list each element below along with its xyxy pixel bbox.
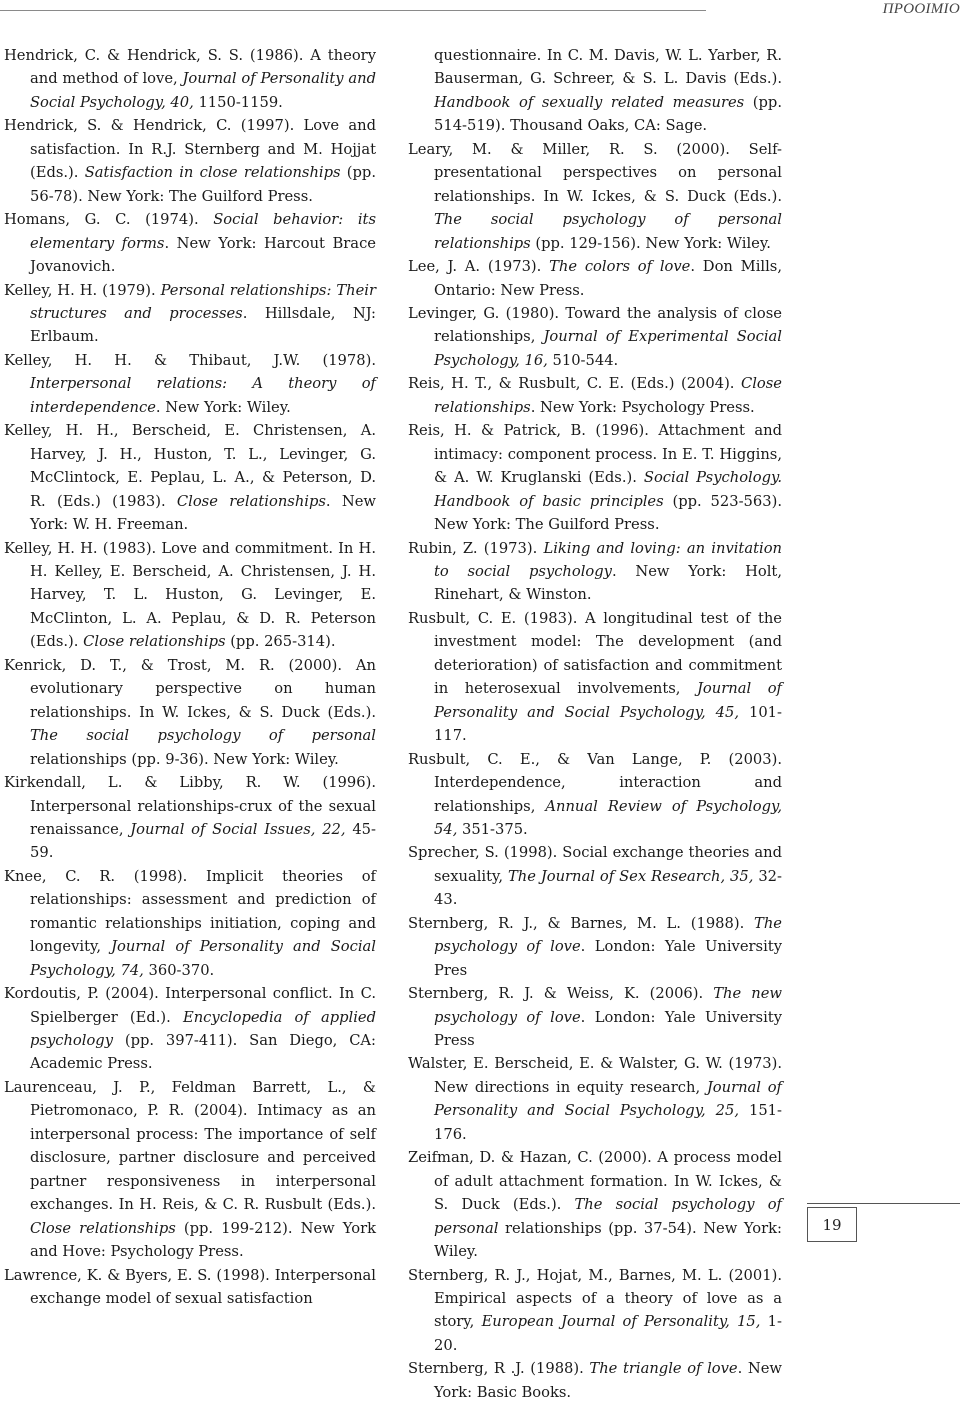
reference-entry bbox=[4, 114, 376, 208]
reference-italic-text: Journal of Social Issues, 22, bbox=[130, 820, 346, 838]
reference-text: Kelley, H. H. & Thibaut, J.W. (1978). bbox=[4, 351, 376, 369]
reference-text: 360-370. bbox=[143, 961, 215, 979]
reference-text: Lee, J. A. (1973). bbox=[408, 258, 550, 276]
reference-italic-text: Journal of Personality and Social Psychology, 45, bbox=[434, 680, 782, 721]
reference-italic-text: Close relationships bbox=[30, 1219, 176, 1237]
reference-italic-text: Annual Review of Psychology, 54, bbox=[434, 797, 783, 838]
reference-italic-text: Close relationships bbox=[434, 375, 782, 416]
reference-entry bbox=[408, 1052, 782, 1146]
reference-text: . New York: Basic Books. bbox=[434, 1360, 782, 1401]
reference-text: Homans, G. C. (1974). bbox=[4, 211, 214, 229]
reference-entry bbox=[4, 982, 376, 1076]
reference-entry bbox=[4, 654, 376, 771]
reference-text: relationships (pp. 37-54). New York: Wiley. bbox=[434, 1219, 782, 1261]
reference-entry bbox=[4, 419, 376, 536]
reference-text: Sternberg, R. J., & Barnes, M. L. (1988). bbox=[408, 914, 755, 932]
reference-italic-text: Personal relationships: Their structures and processes bbox=[30, 281, 376, 322]
reference-text: Laurenceau, J. P., Feldman Barrett, L., & Pietromonaco, P. R. (2004). Intimacy as an interpersonal process: The importance of self disclosure, partner disclosure and perceived partner responsiveness in interpersonal exchanges. In H. Reis, & C. R. Rusbult (Eds.). bbox=[4, 1078, 376, 1214]
reference-italic-text: Satisfaction in close relationships bbox=[84, 164, 341, 182]
reference-text: Kelley, H. H. (1983). Love and commitment. In H. H. Kelley, E. Berscheid, A. Christensen, J. H. Harvey, T. L. Huston, G. Levinger, E. McClinton, L. A. Peplau, & D. R. Peterson (Eds.). bbox=[4, 539, 376, 651]
reference-text: Hendrick, S. & Hendrick, C. (1997). Love and satisfaction. In R.J. Sternberg and M. Hojjat (Eds.). bbox=[4, 117, 376, 182]
reference-text: 45-59. bbox=[30, 820, 376, 862]
reference-text: 32-43. bbox=[434, 867, 782, 909]
reference-text: (pp. 199-212). New York and Hove: Psychology Press. bbox=[30, 1219, 376, 1261]
reference-text: 510-544. bbox=[547, 351, 619, 369]
reference-entry bbox=[4, 537, 376, 654]
reference-text: Levinger, G. (1980). Toward the analysis of close relationships, bbox=[408, 304, 782, 346]
reference-italic-text: Journal of Personality and Social Psychology, 40, bbox=[30, 70, 376, 111]
reference-text: Walster, E. Berscheid, E. & Walster, G. W. (1973). New directions in equity research, bbox=[408, 1055, 782, 1096]
reference-entry bbox=[4, 44, 376, 114]
reference-text: (pp. 523-563). New York: The Guilford Press. bbox=[434, 492, 782, 534]
reference-text: 1150-1159. bbox=[193, 93, 283, 111]
reference-entry bbox=[4, 1076, 376, 1264]
reference-text: . Don Mills, Ontario: New Press. bbox=[434, 258, 782, 299]
reference-entry bbox=[408, 138, 782, 255]
reference-text: Leary, M. & Miller, R. S. (2000). Self-presentational perspectives on personal relationships. In W. Ickes, & S. Duck (Eds.). bbox=[408, 140, 782, 205]
reference-italic-text: Journal of Personality and Social Psychology, 74, bbox=[30, 938, 376, 979]
reference-text: Zeifman, D. & Hazan, C. (2000). A process model of adult attachment formation. In W. Ickes, & S. Duck (Eds.). bbox=[408, 1149, 782, 1214]
reference-italic-text: The social psychology of personal bbox=[434, 1196, 782, 1237]
reference-text: Hendrick, C. & Hendrick, S. S. (1986). A theory and method of love, bbox=[4, 47, 376, 88]
reference-entry bbox=[4, 349, 376, 419]
reference-text: Rubin, Z. (1973). bbox=[408, 539, 544, 557]
reference-entry bbox=[408, 1146, 782, 1263]
reference-text: . New York: Psychology Press. bbox=[530, 398, 755, 416]
reference-entry bbox=[408, 607, 782, 748]
reference-text: (pp. 265-314). bbox=[225, 633, 336, 651]
reference-italic-text: Social behavior: its elementary forms bbox=[30, 211, 376, 252]
references-left-column bbox=[4, 44, 376, 1310]
reference-text: Knee, C. R. (1998). Implicit theories of relationships: assessment and prediction of romantic relationships initiation, coping and longevity, bbox=[4, 867, 376, 956]
reference-italic-text: Close relationships bbox=[83, 633, 226, 651]
reference-italic-text: The Journal of Sex Research, 35, bbox=[507, 867, 754, 885]
reference-entry bbox=[408, 841, 782, 911]
reference-italic-text: The new psychology of love bbox=[434, 985, 782, 1026]
reference-entry bbox=[408, 255, 782, 302]
reference-italic-text: Liking and loving: an invitation to social psychology bbox=[434, 539, 782, 580]
reference-text: 151-176. bbox=[434, 1102, 782, 1143]
reference-text: 351-375. bbox=[457, 820, 528, 838]
reference-text: (pp. 514-519). Thousand Oaks, CA: Sage. bbox=[434, 93, 782, 135]
reference-text: 1-20. bbox=[434, 1313, 782, 1354]
reference-italic-text: The social psychology of personal relationships bbox=[434, 211, 782, 252]
reference-entry bbox=[4, 771, 376, 865]
reference-text: 101-117. bbox=[434, 703, 782, 745]
reference-text: Sternberg, R. J. & Weiss, K. (2006). bbox=[408, 985, 714, 1003]
reference-entry bbox=[408, 372, 782, 419]
reference-text: Kirkendall, L. & Libby, R. W. (1996). Interpersonal relationships-crux of the sexual renaissance, bbox=[4, 774, 376, 838]
reference-entry bbox=[4, 279, 376, 349]
reference-text: Rusbult, C. E. (1983). A longitudinal test of the investment model: The development (and deterioration) of satisfaction and commitment in heterosexual involvements, bbox=[408, 609, 782, 698]
reference-text: . Hillsdale, NJ: Erlbaum. bbox=[30, 304, 376, 346]
reference-entry bbox=[4, 865, 376, 982]
reference-text: (pp. 129-156). New York: Wiley. bbox=[530, 234, 771, 252]
reference-text: Kelley, H. H., Berscheid, E. Christensen, A. Harvey, J. H., Huston, T. L., Levinger, G. McClintock, E. Peplau, L. A., & Peterson, D. R. (Eds.) (1983). bbox=[4, 422, 376, 510]
reference-text: . New York: Wiley. bbox=[155, 398, 291, 416]
header-rule bbox=[0, 10, 706, 11]
reference-text: Kordoutis, P. (2004). Interpersonal conflict. In C. Spielberger (Ed.). bbox=[4, 985, 376, 1026]
running-title: ΠΡΟΟΙΜΙΟ bbox=[882, 1, 960, 17]
reference-italic-text: Close relationships bbox=[176, 492, 326, 510]
reference-text: Sprecher, S. (1998). Social exchange theories and sexuality, bbox=[408, 844, 782, 885]
reference-text: Reis, H. & Patrick, B. (1996). Attachment and intimacy: component process. In E. T. Higgins, & A. W. Kruglanski (Eds.). bbox=[408, 422, 782, 487]
reference-text: (pp. 397-411). San Diego, CA: Academic Press. bbox=[30, 1032, 376, 1073]
reference-text: questionnaire. In C. M. Davis, W. L. Yarber, R. Bauserman, G. Schreer, & S. L. Davis (Eds.). bbox=[434, 47, 782, 88]
reference-italic-text: The psychology of love bbox=[434, 914, 782, 956]
reference-italic-text: The colors of love bbox=[549, 258, 691, 276]
reference-text: . New York: W. H. Freeman. bbox=[30, 492, 376, 534]
reference-entry bbox=[408, 302, 782, 372]
page-number-rule bbox=[807, 1203, 960, 1204]
reference-text: (pp. 56-78). New York: The Guilford Press. bbox=[30, 164, 376, 205]
reference-text: . New York: Holt, Rinehart, & Winston. bbox=[434, 562, 782, 604]
reference-entry bbox=[408, 537, 782, 607]
reference-italic-text: Encyclopedia of applied psychology bbox=[30, 1008, 376, 1050]
reference-italic-text: Journal of Personality and Social Psychology, 25, bbox=[434, 1078, 782, 1120]
reference-entry bbox=[4, 1264, 376, 1311]
reference-entry bbox=[4, 208, 376, 278]
reference-text: . New York: Harcout Brace Jovanovich. bbox=[30, 234, 376, 276]
references-right-column bbox=[408, 44, 782, 1404]
reference-italic-text: Interpersonal relations: A theory of interdependence bbox=[30, 375, 376, 416]
reference-italic-text: Social Psychology. Handbook of basic principles bbox=[434, 469, 782, 510]
reference-text: relationships (pp. 9-36). New York: Wiley. bbox=[30, 750, 339, 768]
reference-entry bbox=[408, 1357, 782, 1404]
reference-italic-text: The social psychology of personal bbox=[30, 727, 376, 745]
reference-text: . London: Yale University Press bbox=[434, 1008, 782, 1050]
reference-text: Lawrence, K. & Byers, E. S. (1998). Interpersonal exchange model of sexual satisfaction bbox=[4, 1266, 376, 1308]
reference-text: Sternberg, R. J., Hojat, M., Barnes, M. L. (2001). Empirical aspects of a theory of love as a story, bbox=[408, 1266, 782, 1331]
reference-italic-text: European Journal of Personality, 15, bbox=[481, 1313, 761, 1331]
reference-italic-text: The triangle of love bbox=[589, 1360, 738, 1378]
reference-text: Kelley, H. H. (1979). bbox=[4, 281, 161, 299]
reference-text: Sternberg, R .J. (1988). bbox=[408, 1360, 590, 1378]
page-number: 19 bbox=[807, 1207, 857, 1242]
reference-italic-text: Journal of Experimental Social Psychology, 16, bbox=[434, 328, 782, 369]
reference-text: Kenrick, D. T., & Trost, M. R. (2000). An evolutionary perspective on human relationships. In W. Ickes, & S. Duck (Eds.). bbox=[4, 656, 376, 721]
reference-text: . London: Yale University Pres bbox=[434, 938, 782, 979]
reference-text: Rusbult, C. E., & Van Lange, P. (2003). Interdependence, interaction and relationships, bbox=[408, 750, 782, 815]
reference-text: Reis, H. T., & Rusbult, C. E. (Eds.) (2004). bbox=[408, 375, 741, 393]
reference-entry-continued bbox=[408, 44, 782, 138]
reference-entry bbox=[408, 419, 782, 536]
reference-entry bbox=[408, 748, 782, 842]
reference-entry bbox=[408, 912, 782, 982]
reference-italic-text: Handbook of sexually related measures bbox=[434, 93, 745, 111]
reference-entry bbox=[408, 982, 782, 1052]
reference-entry bbox=[408, 1264, 782, 1358]
